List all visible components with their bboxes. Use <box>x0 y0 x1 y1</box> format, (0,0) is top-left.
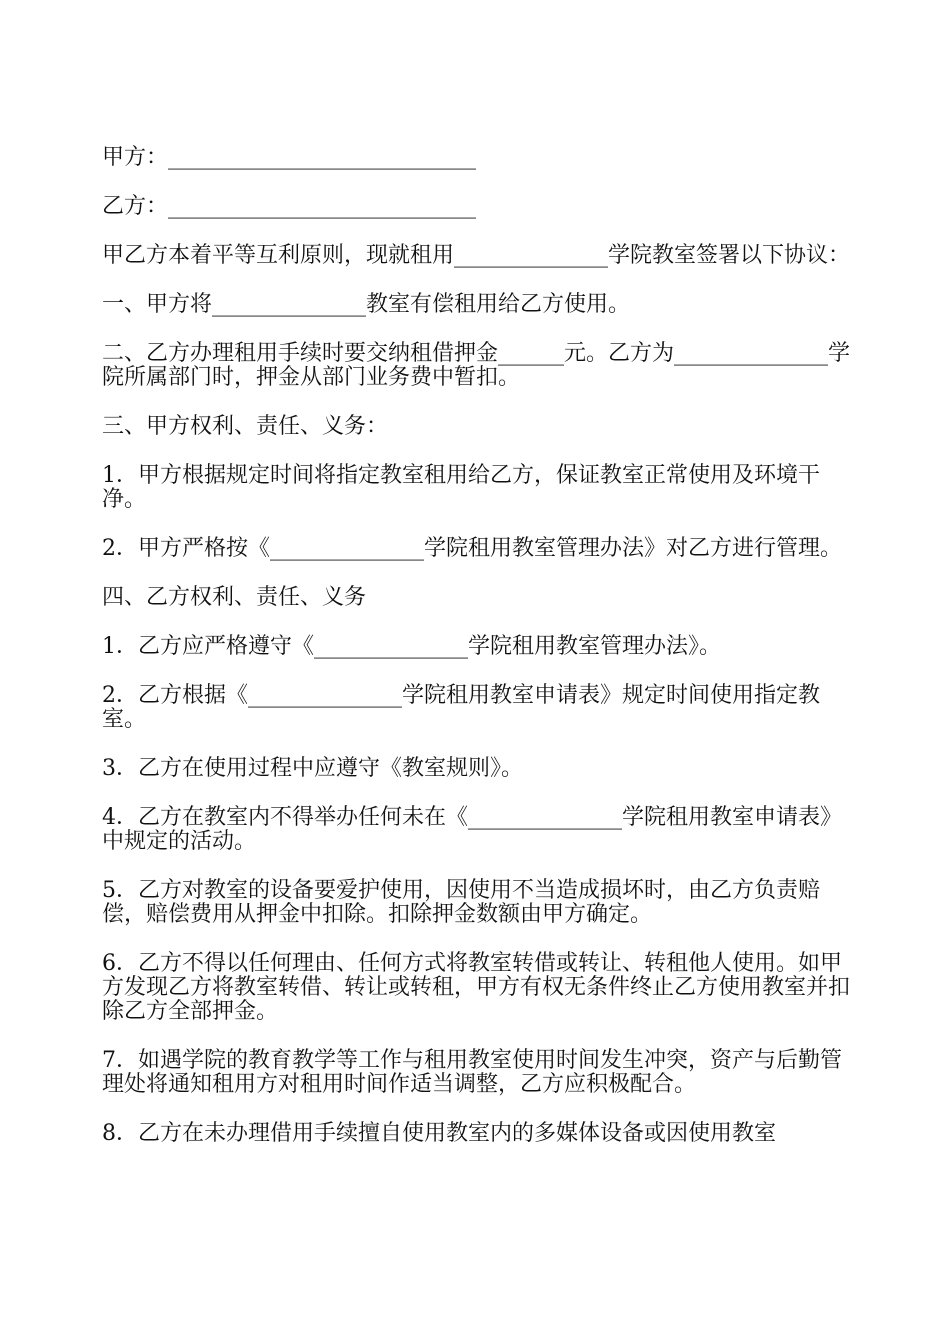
clause-4-item-3: 3．乙方在使用过程中应遵守《教室规则》。 <box>102 756 523 781</box>
clause-2: 二、乙方办理租用手续时要交纳租借押金______元。乙方为______________学院所属部门时，押金从部门业务费中暂扣。 <box>102 341 851 390</box>
clause-4-item-5: 5．乙方对教室的设备要爱护使用，因使用不当造成损坏时，由乙方负责赔偿，赔偿费用从押金中扣除。扣除押金数额由甲方确定。 <box>102 878 820 927</box>
clause-4-item-1: 1．乙方应严格遵守《______________学院租用教室管理办法》。 <box>102 634 721 659</box>
clause-4-item-2: 2．乙方根据《______________学院租用教室申请表》规定时间使用指定教室。 <box>102 683 820 732</box>
clause-4-item-6: 6．乙方不得以任何理由、任何方式将教室转借或转让、转租他人使用。如甲方发现乙方将教室转借、转让或转租，甲方有权无条件终止乙方使用教室并扣除乙方全部押金。 <box>102 951 851 1024</box>
clause-4-item-8: 8．乙方在未办理借用手续擅自使用教室内的多媒体设备或因使用教室 <box>102 1121 776 1146</box>
clause-3-item-1: 1．甲方根据规定时间将指定教室租用给乙方，保证教室正常使用及环境干净。 <box>102 463 820 512</box>
document-body <box>102 146 854 1171</box>
clause-1: 一、甲方将______________教室有偿租用给乙方使用。 <box>102 292 631 317</box>
clause-4-item-7: 7．如遇学院的教育教学等工作与租用教室使用时间发生冲突，资产与后勤管理处将通知租用方对租用时间作适当调整，乙方应积极配合。 <box>102 1048 842 1097</box>
clause-4-heading: 四、乙方权利、责任、义务 <box>102 585 367 610</box>
clause-4-item-4: 4．乙方在教室内不得举办任何未在《______________学院租用教室申请表》中规定的活动。 <box>102 805 842 854</box>
party-a-line: 甲方：____________________________ <box>102 145 477 170</box>
clause-3-item-2: 2．甲方严格按《______________学院租用教室管理办法》对乙方进行管理。 <box>102 536 842 561</box>
party-b-line: 乙方：____________________________ <box>102 194 477 219</box>
clause-3-heading: 三、甲方权利、责任、义务： <box>102 414 389 439</box>
intro-paragraph: 甲乙方本着平等互利原则，现就租用______________学院教室签署以下协议： <box>102 243 851 268</box>
